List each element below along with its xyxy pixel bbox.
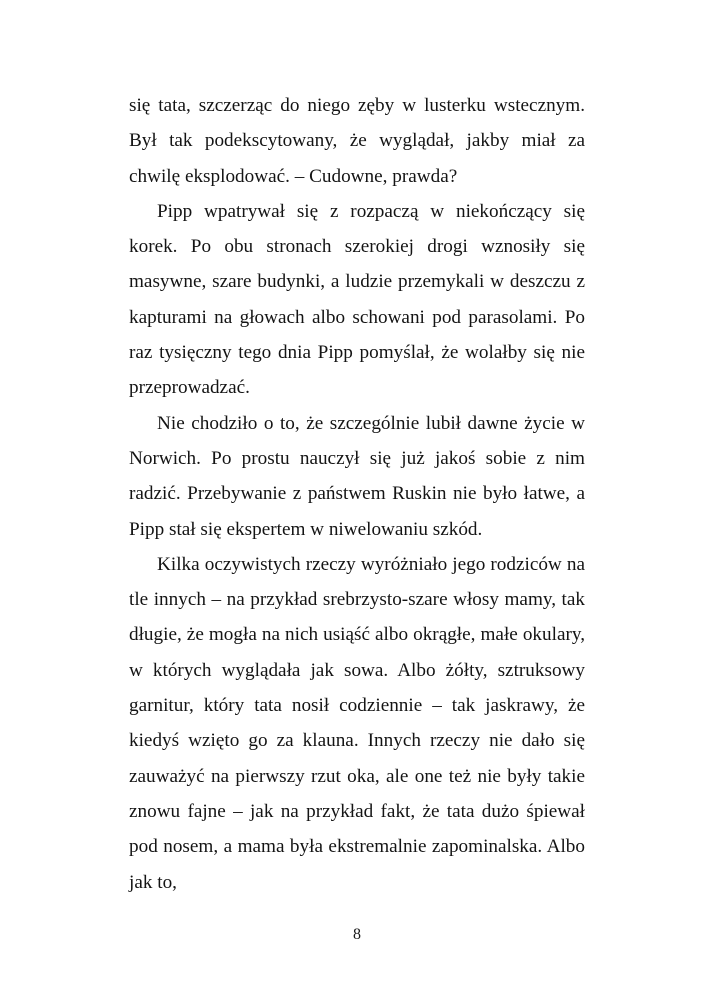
paragraph-3: Nie chodziło o to, że szczególnie lubił dawne życie w Norwich. Po prostu nauczył się już jakoś sobie z nim radzić. Przebywanie z państwem Ruskin nie było łatwe, a Pipp stał się ekspertem w niwelowaniu szkód. xyxy=(129,412,585,540)
page-number: 8 xyxy=(353,926,361,943)
paragraph-2: Pipp wpatrywał się z rozpaczą w niekończący się korek. Po obu stronach szerokiej drogi wznosiły się masywne, szare budynki, a ludzie przemykali w deszczu z kapturami na głowach albo schowani pod parasolami. Po raz tysięczny tego dnia Pipp pomyślał, że wolałby się nie przeprowadzać. xyxy=(129,200,585,399)
paragraph-4: Kilka oczywistych rzeczy wyróżniało jego rodziców na tle innych – na przykład srebrzysto-szare włosy mamy, tak długie, że mogła na nich usiąść albo okrągłe, małe okulary, w których wyglądała jak sowa. Albo żółty, sztruksowy garnitur, który tata nosił codziennie – tak jaskrawy, że kiedyś wzięto go za klauna. Innych rzeczy nie dało się zauważyć na pierwszy rzut oka, ale one też nie były takie znowu fajne – jak na przykład fakt, że tata dużo śpiewał pod nosem, a mama była ekstremalnie zapominalska. Albo jak to, xyxy=(129,553,585,893)
paragraph-1: się tata, szczerząc do niego zęby w lusterku wstecznym. Był tak podekscytowany, że wyglądał, jakby miał za chwilę eksplodować. – Cudowne, prawda? xyxy=(129,95,585,187)
page-text-body xyxy=(129,88,585,900)
